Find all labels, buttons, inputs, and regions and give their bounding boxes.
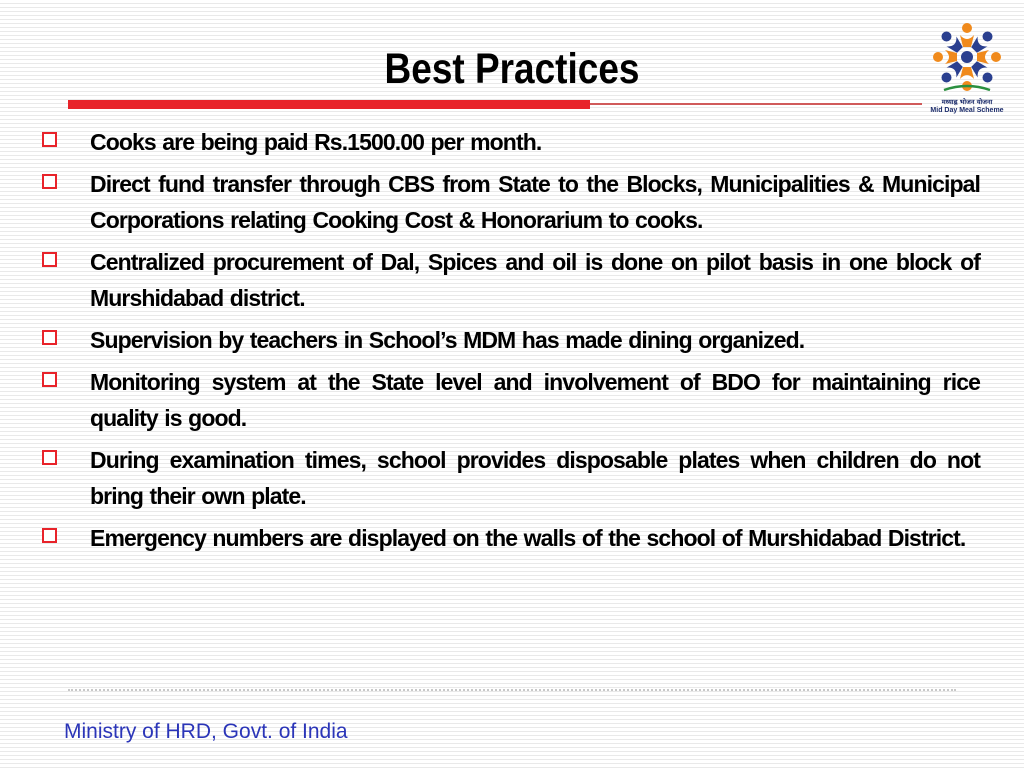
hollow-square-bullet-icon: [42, 330, 57, 345]
hollow-square-bullet-icon: [42, 252, 57, 267]
logo-hindi-text: मध्याह्न भोजन योजना: [941, 98, 993, 106]
bullet-text: Emergency numbers are displayed on the walls of the school of Murshidabad District.: [90, 525, 966, 551]
hollow-square-bullet-icon: [42, 450, 57, 465]
bullet-text: Centralized procurement of Dal, Spices and oil is done on pilot basis in one block of Murshidabad district.: [90, 249, 980, 311]
bullet-list: [38, 124, 980, 562]
hollow-square-bullet-icon: [42, 174, 57, 189]
bullet-item: [38, 364, 980, 436]
bullet-text: During examination times, school provides disposable plates when children do not bring their own plate.: [90, 447, 980, 509]
logo-emblem: [918, 16, 1016, 98]
bullet-text: Cooks are being paid Rs.1500.00 per month.: [90, 129, 542, 155]
hollow-square-bullet-icon: [42, 372, 57, 387]
bullet-item: [38, 124, 980, 160]
logo-caption: Mid Day Meal Scheme: [930, 107, 1004, 114]
bullet-item: [38, 442, 980, 514]
hollow-square-bullet-icon: [42, 132, 57, 147]
title-underline-thin: [590, 103, 922, 105]
footer-text: Ministry of HRD, Govt. of India: [64, 720, 348, 743]
bullet-item: [38, 244, 980, 316]
slide-title: Best Practices: [384, 45, 640, 93]
hollow-square-bullet-icon: [42, 528, 57, 543]
bullet-item: [38, 520, 980, 556]
bullet-text: Direct fund transfer through CBS from State to the Blocks, Municipalities & Municipal Corporations relating Cooking Cost & Honorarium to cooks.: [90, 171, 980, 233]
bullet-text: Monitoring system at the State level and involvement of BDO for maintaining rice quality is good.: [90, 369, 980, 431]
title-underline-red: [68, 100, 590, 109]
bullet-text: Supervision by teachers in School’s MDM has made dining organized.: [90, 327, 805, 353]
mid-day-meal-logo: [918, 16, 1016, 116]
bullet-item: [38, 322, 980, 358]
footer-divider: [68, 689, 956, 691]
bullet-item: [38, 166, 980, 238]
